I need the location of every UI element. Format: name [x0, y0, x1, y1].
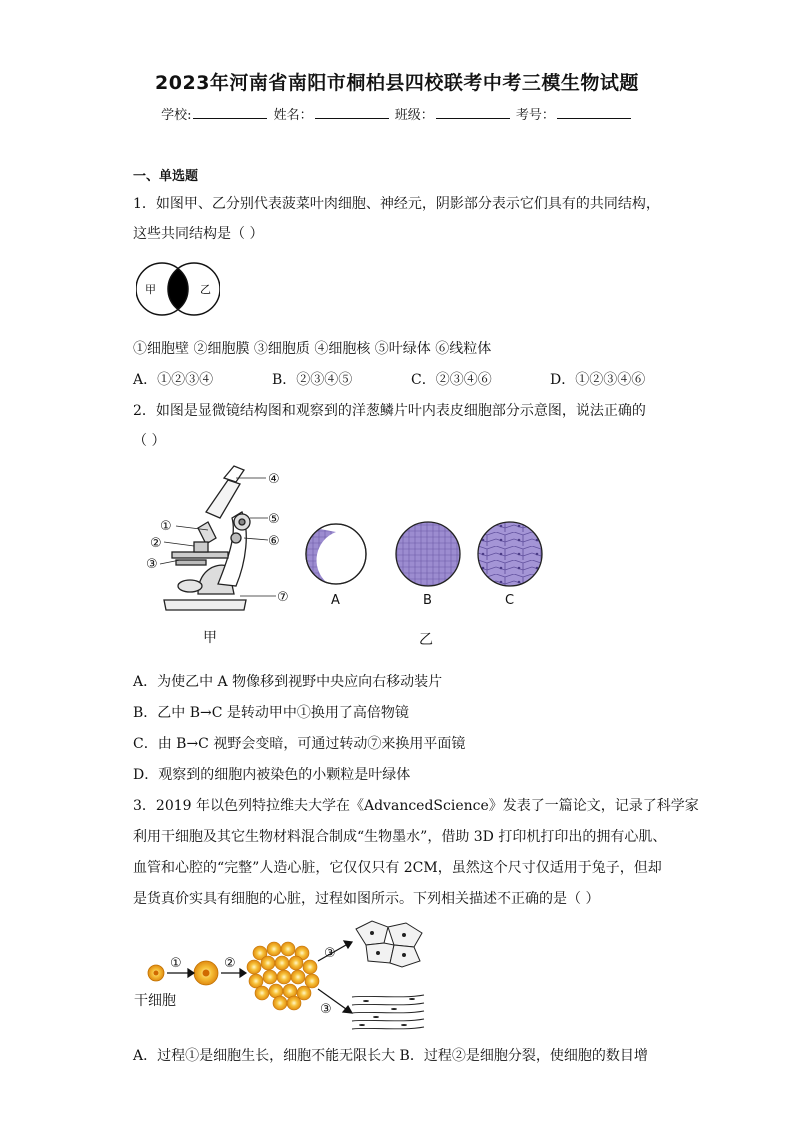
q2-stem-line2: （ ） — [133, 433, 166, 449]
q2-option-d[interactable]: D．观察到的细胞内被染色的小颗粒是叶绿体 — [133, 767, 411, 783]
step-2-label: ② — [224, 956, 236, 971]
callout-5: ⑤ — [268, 512, 280, 527]
callout-7: ⑦ — [277, 590, 289, 605]
section-heading: 一、单选题 — [133, 169, 199, 184]
stem-cell-label: 干细胞 — [134, 993, 176, 1009]
q1-option-c[interactable]: C．②③④⑥ — [411, 372, 492, 388]
q1-option-a[interactable]: A．①②③④ — [133, 372, 214, 388]
page-title: 2023年河南省南阳市桐柏县四校联考中考三模生物试题 — [155, 72, 639, 94]
q2-stem-line1: 2．如图是显微镜结构图和观察到的洋葱鳞片叶内表皮细胞部分示意图，说法正确的 — [133, 403, 646, 419]
q2-option-a[interactable]: A．为使乙中 A 物像移到视野中央应向右移动装片 — [133, 674, 443, 690]
q1-venn-diagram — [136, 260, 220, 318]
view-a — [306, 524, 366, 584]
q3-options-line[interactable]: A．过程①是细胞生长，细胞不能无限长大 B．过程②是细胞分裂，使细胞的数目增 — [133, 1048, 648, 1064]
view-b — [396, 522, 460, 586]
class-label: 班级： — [394, 108, 434, 123]
q2-option-c[interactable]: C．由 B→C 视野会变暗，可通过转动⑦来换用平面镜 — [133, 736, 466, 752]
q3-stem-line4: 是货真价实具有细胞的心脏，过程如图所示。下列相关描述不正确的是（ ） — [133, 891, 600, 907]
q1-stem-line2: 这些共同结构是（ ） — [133, 226, 264, 242]
callout-2: ② — [150, 536, 162, 551]
q1-option-b[interactable]: B．②③④⑤ — [272, 372, 353, 388]
q3-stem-line2: 利用干细胞及其它生物材料混合制成“生物墨水”，借助 3D 打印机打印出的拥有心肌、 — [133, 829, 667, 845]
class-blank[interactable] — [436, 106, 510, 119]
cell-cluster — [247, 942, 319, 1010]
view-b-label: B — [423, 593, 432, 608]
vessel-tissue — [352, 995, 424, 1029]
step-3b-label: ③ — [320, 1002, 332, 1017]
view-c — [478, 522, 542, 586]
name-label: 姓名： — [273, 108, 313, 123]
callout-6: ⑥ — [268, 534, 280, 549]
school-blank[interactable] — [193, 106, 267, 119]
q1-structures: ①细胞壁 ②细胞膜 ③细胞质 ④细胞核 ⑤叶绿体 ⑥线粒体 — [133, 341, 492, 357]
q2-option-b[interactable]: B．乙中 B→C 是转动甲中①换用了高倍物镜 — [133, 705, 409, 721]
q3-stem-line1: 3．2019 年以色列特拉维夫大学在《AdvancedScience》发表了一篇论文，记录了科学家 — [133, 798, 699, 814]
school-label: 学校: — [161, 108, 192, 123]
step-3a-label: ③ — [324, 946, 336, 961]
muscle-tissue — [356, 921, 422, 967]
view-a-label: A — [331, 593, 340, 608]
callout-3: ③ — [146, 557, 158, 572]
student-info-line — [0, 104, 794, 123]
callout-4: ④ — [268, 472, 280, 487]
exam-no-label: 考号： — [515, 108, 555, 123]
q3-stem-line3: 血管和心腔的“完整”人造心脏，它仅仅只有 2CM，虽然这个尺寸仅适用于兔子，但却 — [133, 860, 662, 876]
q3-stem-cell-figure — [132, 915, 432, 1040]
q1-option-d[interactable]: D．①②③④⑥ — [550, 372, 646, 388]
callout-1: ① — [160, 519, 172, 534]
figure-yi-label: 乙 — [419, 632, 433, 648]
microscope-drawing — [164, 466, 250, 610]
venn-right-label: 乙 — [200, 283, 211, 296]
q1-options — [133, 369, 645, 389]
view-c-label: C — [505, 593, 515, 608]
venn-left-label: 甲 — [145, 283, 156, 296]
figure-jia-label: 甲 — [203, 630, 217, 646]
exam-no-blank[interactable] — [557, 106, 631, 119]
q1-stem-line1: 1．如图甲、乙分别代表菠菜叶肉细胞、神经元，阴影部分表示它们具有的共同结构， — [133, 196, 660, 212]
name-blank[interactable] — [315, 106, 389, 119]
q2-microscope-figure — [136, 462, 556, 652]
step-1-label: ① — [170, 956, 182, 971]
